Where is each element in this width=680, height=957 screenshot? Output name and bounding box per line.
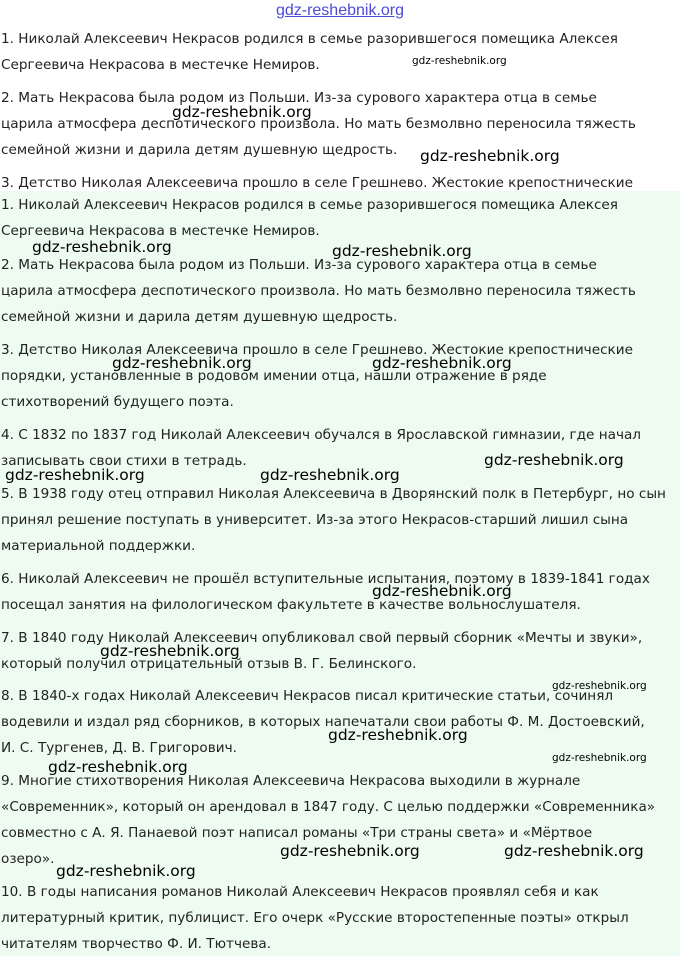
text-line: записывать свои стихи в тетрадь. xyxy=(1,453,247,469)
watermark: gdz-reshebnik.org xyxy=(48,758,188,776)
text-line: И. С. Тургенев, Д. В. Григорович. xyxy=(1,740,237,756)
b2-paragraph-8 xyxy=(1,683,680,761)
text-line: семейной жизни и дарила детям душевную щедрость. xyxy=(1,142,398,158)
text-line: 2. Мать Некрасова была родом из Польши. Из-за сурового характера отца в семье xyxy=(1,90,597,106)
b1-paragraph-2 xyxy=(1,85,680,163)
text-line: принял решение поступать в университет. Из-за этого Некрасов-старший лишил сына xyxy=(1,512,629,528)
b2-paragraph-10 xyxy=(1,879,680,957)
text-line: 9. Многие стихотворения Николая Алексеевича Некрасова выходили в журнале xyxy=(1,773,581,789)
watermark: gdz-reshebnik.org xyxy=(260,466,400,484)
text-line: Сергеевича Некрасова в местечке Немиров. xyxy=(1,223,320,239)
text-line: царила атмосфера деспотического произвола. Но мать безмолвно переносила тяжесть xyxy=(1,283,636,299)
text-line: озеро». xyxy=(1,851,55,867)
text-line: царила атмосфера деспотического произвола. Но мать безмолвно переносила тяжесть xyxy=(1,116,636,132)
watermark: gdz-reshebnik.org xyxy=(56,862,196,880)
watermark: gdz-reshebnik.org xyxy=(112,354,252,372)
text-line: Сергеевича Некрасова в местечке Немиров. xyxy=(1,57,320,73)
watermark: gdz-reshebnik.org xyxy=(5,466,145,484)
watermark: gdz-reshebnik.org xyxy=(332,242,472,260)
text-line: материальной поддержки. xyxy=(1,538,196,554)
watermark: gdz-reshebnik.org xyxy=(172,103,312,121)
b1-paragraph-1 xyxy=(1,26,680,78)
b2-paragraph-6 xyxy=(1,566,680,618)
watermark: gdz-reshebnik.org xyxy=(372,582,512,600)
b2-paragraph-3 xyxy=(1,337,680,415)
text-line: читателям творчество Ф. И. Тютчева. xyxy=(1,936,272,952)
text-line: семейной жизни и дарила детям душевную щедрость. xyxy=(1,309,398,325)
watermark: gdz-reshebnik.org xyxy=(504,842,644,860)
b2-paragraph-1 xyxy=(1,192,680,244)
text-line: совместно с А. Я. Панаевой поэт написал романы «Три страны света» и «Мёртвое xyxy=(1,825,593,841)
text-line: 1. Николай Алексеевич Некрасов родился в семье разорившегося помещика Алексея xyxy=(1,197,618,213)
text-line: 8. В 1840-х годах Николай Алексеевич Некрасов писал критические статьи, сочинял xyxy=(1,688,614,704)
text-line: литературный критик, публицист. Его очерк «Русские второстепенные поэты» открыл xyxy=(1,910,629,926)
text-line: 1. Николай Алексеевич Некрасов родился в семье разорившегося помещика Алексея xyxy=(1,31,618,47)
text-line: который получил отрицательный отзыв В. Г. Белинского. xyxy=(1,656,417,672)
watermark: gdz-reshebnik.org xyxy=(280,842,420,860)
watermark: gdz-reshebnik.org xyxy=(372,354,512,372)
b2-paragraph-5 xyxy=(1,481,680,559)
watermark: gdz-reshebnik.org xyxy=(552,680,647,692)
b2-paragraph-2 xyxy=(1,252,680,330)
text-line: посещал занятия на филологическом факультете в качестве вольнослушателя. xyxy=(1,597,581,613)
watermark: gdz-reshebnik.org xyxy=(328,726,468,744)
watermark: gdz-reshebnik.org xyxy=(412,55,507,67)
text-line: порядки, установленные в родовом имении отца, нашли отражение в ряде xyxy=(1,368,547,384)
text-line: 5. В 1938 году отец отправил Николая Алексеевича в Дворянский полк в Петербург, но сын xyxy=(1,486,666,502)
text-line: 2. Мать Некрасова была родом из Польши. Из-за сурового характера отца в семье xyxy=(1,257,597,273)
text-line: стихотворений будущего поэта. xyxy=(1,394,234,410)
text-line: 6. Николай Алексеевич не прошёл вступительные испытания, поэтому в 1839-1841 годах xyxy=(1,571,650,587)
text-line: 3. Детство Николая Алексеевича прошло в селе Грешнево. Жестокие крепостнические xyxy=(1,342,633,358)
text-line: водевили и издал ряд сборников, в которых напечатали свои работы Ф. М. Достоевский, xyxy=(1,714,645,730)
watermark: gdz-reshebnik.org xyxy=(100,642,240,660)
watermark: gdz-reshebnik.org xyxy=(420,147,560,165)
watermark: gdz-reshebnik.org xyxy=(552,752,647,764)
text-line: 4. С 1832 по 1837 год Николай Алексеевич обучался в Ярославской гимназии, где начал xyxy=(1,427,641,443)
text-line: 10. В годы написания романов Николай Алексеевич Некрасов проявлял себя и как xyxy=(1,884,599,900)
site-link[interactable]: gdz-reshebnik.org xyxy=(275,2,405,19)
watermark: gdz-reshebnik.org xyxy=(484,451,624,469)
watermark: gdz-reshebnik.org xyxy=(32,238,172,256)
text-line: 3. Детство Николая Алексеевича прошло в селе Грешнево. Жестокие крепостнические xyxy=(1,175,633,191)
text-line: 7. В 1840 году Николай Алексеевич опубликовал свой первый сборник «Мечты и звуки», xyxy=(1,630,643,646)
text-line: «Современник», который он арендовал в 1847 году. С целью поддержки «Современника» xyxy=(1,799,656,815)
